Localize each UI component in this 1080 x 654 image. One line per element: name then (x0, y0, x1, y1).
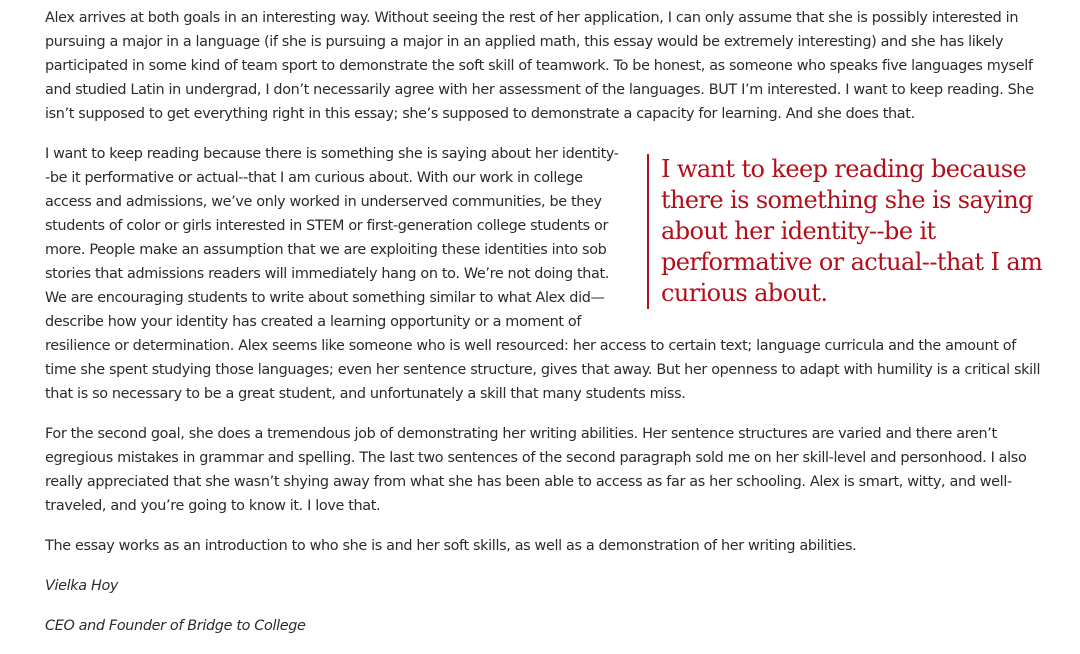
pull-quote: I want to keep reading because there is something she is saying about her identity--be it performative or actual--that I am curious about. (647, 154, 1044, 309)
paragraph-identity: I want to keep reading because there is something she is saying about her identity--be it performative or actual--that I am curious about. With our work in college access and admissions, we’ve only worked in underserved communities, be they students of color or girls interested in STEM or first-generation college students or more. People make an assumption that we are exploiting these identities into sob stories that admissions readers will immediately hang on to. We’re not doing that. We are encouraging students to write about something similar to what Alex did—describe how your identity has created a learning opportunity or a moment of resilience or determination. Alex seems like someone who is well resourced: her access to certain text; language curricula and the amount of time she spent studying those languages; even her sentence structure, gives that away. But her openness to adapt with humility is a critical skill that is so necessary to be a great student, and unfortunately a skill that many students miss. (45, 146, 1041, 402)
author-title: CEO and Founder of Bridge to College (45, 618, 306, 634)
author-name: Vielka Hoy (45, 578, 119, 594)
paragraph-goals-intro: Alex arrives at both goals in an interesting way. Without seeing the rest of her application, I can only assume that she is possibly interested in pursuing a major in a language (if she is pursuing a major in an applied math, this essay would be extremely interesting) and she has likely participated in some kind of team sport to demonstrate the soft skill of teamwork. To be honest, as someone who speaks five languages myself and studied Latin in undergrad, I don’t necessarily agree with her assessment of the languages. BUT I’m interested. I want to keep reading. She isn’t supposed to get everything right in this essay; she’s supposed to demonstrate a capacity for learning. And she does that. (45, 10, 1034, 122)
article-body (45, 6, 1045, 654)
paragraph-writing-abilities: For the second goal, she does a tremendous job of demonstrating her writing abilities. Her sentence structures are varied and there aren’t egregious mistakes in grammar and spelling. The last two sentences of the second paragraph sold me on her skill-level and personhood. I also really appreciated that she wasn’t shying away from what she has been able to access as far as her schooling. Alex is smart, witty, and well-traveled, and you’re going to know it. I love that. (45, 426, 1027, 514)
paragraph-conclusion: The essay works as an introduction to who she is and her soft skills, as well as a demonstration of her writing abilities. (45, 538, 857, 554)
